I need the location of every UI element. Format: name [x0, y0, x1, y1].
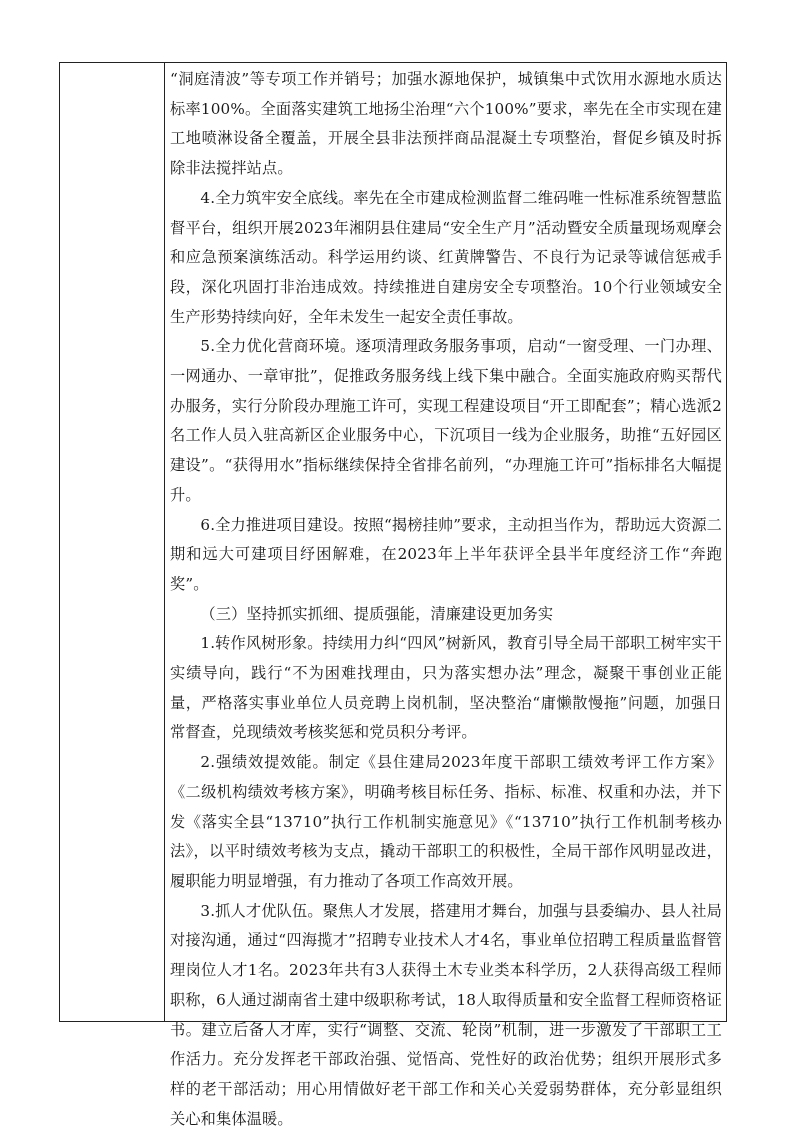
paragraph-environment-continued: “洞庭清波”等专项工作并销号；加强水源地保护，城镇集中式饮用水源地水质达标率100%。全面落实建筑工地扬尘治理“六个100%”要求，率先在全市实现在建工地喷淋设备全覆盖，开展全县非法预拌商品混凝土专项整治，督促乡镇及时拆除非法搅拌站点。: [170, 70, 722, 178]
paragraph-project-construction: 6.全力推进项目建设。按照“揭榜挂帅”要求，主动担当作为，帮助远大资源二期和远大可建项目纾困解难，在2023年上半年获评全县半年度经济工作“奔跑奖”。: [170, 515, 722, 593]
section-heading-integrity: （三）坚持抓实抓细、提质强能，清廉建设更加务实: [200, 604, 554, 623]
paragraph-talent: 3.抓人才优队伍。聚焦人才发展，搭建用才舞台，加强与县委编办、县人社局对接沟通，通过“四海揽才”招聘专业技术人才4名，事业单位招聘工程质量监督管理岗位人才1名。2023年共有3人获得土木专业类本科学历，2人获得高级工程师职称，6人通过湖南省土建中级职称考试，18人取得质量和安全监督工程师资格证书。建立后备人才库，实行“调整、交流、轮岗”机制，进一步激发了干部职工工作活力。充分发挥老干部政治强、觉悟高、党性好的政治优势；组织开展形式多样的老干部活动；用心用情做好老干部工作和关心关爱弱势群体，充分彰显组织关心和集体温暖。: [170, 901, 722, 1128]
column-divider: [164, 63, 165, 1021]
paragraph-safety-bottom-line: 4.全力筑牢安全底线。率先在全市建成检测监督二维码唯一性标准系统智慧监督平台，组织开展2023年湘阴县住建局“安全生产月”活动暨安全质量现场观摩会和应急预案演练活动。科学运用约谈、红黄牌警告、不良行为记录等诚信惩戒手段，深化巩固打非治违成效。持续推进自建房安全专项整治。10个行业领域安全生产形势持续向好，全年未发生一起安全责任事故。: [170, 188, 722, 326]
paragraph-business-environment: 5.全力优化营商环境。逐项清理政务服务事项，启动“一窗受理、一门办理、一网通办、一章审批”，促推政务服务线上线下集中融合。全面实施政府购买帮代办服务，实行分阶段办理施工许可，实现工程建设项目“开工即配套”；精心选派2名工作人员入驻高新区企业服务中心，下沉项目一线为企业服务，助推“五好园区建设”。“获得用水”指标继续保持全省排名前列，“办理施工许可”指标排名大幅提升。: [170, 337, 722, 504]
report-body: [170, 65, 722, 1134]
report-table-frame: [59, 62, 727, 1128]
paragraph-work-style: 1.转作风树形象。持续用力纠“四风”树新风，教育引导全局干部职工树牢实干实绩导向，践行“不为困难找理由，只为落实想办法”理念，凝聚干事创业正能量，严格落实事业单位人员竞聘上岗机制，坚决整治“庸懒散慢拖”问题，加强日常督查，兑现绩效考核奖惩和党员积分考评。: [170, 634, 722, 742]
paragraph-performance: 2.强绩效提效能。制定《县住建局2023年度干部职工绩效考评工作方案》《二级机构绩效考核方案》，明确考核目标任务、指标、标准、权重和办法，并下发《落实全县“13710”执行工作机制实施意见》《“13710”执行工作机制考核办法》，以平时绩效考核为支点，撬动干部职工的积极性，全局干部作风明显改进，履职能力明显增强，有力推动了各项工作高效开展。: [170, 753, 722, 890]
